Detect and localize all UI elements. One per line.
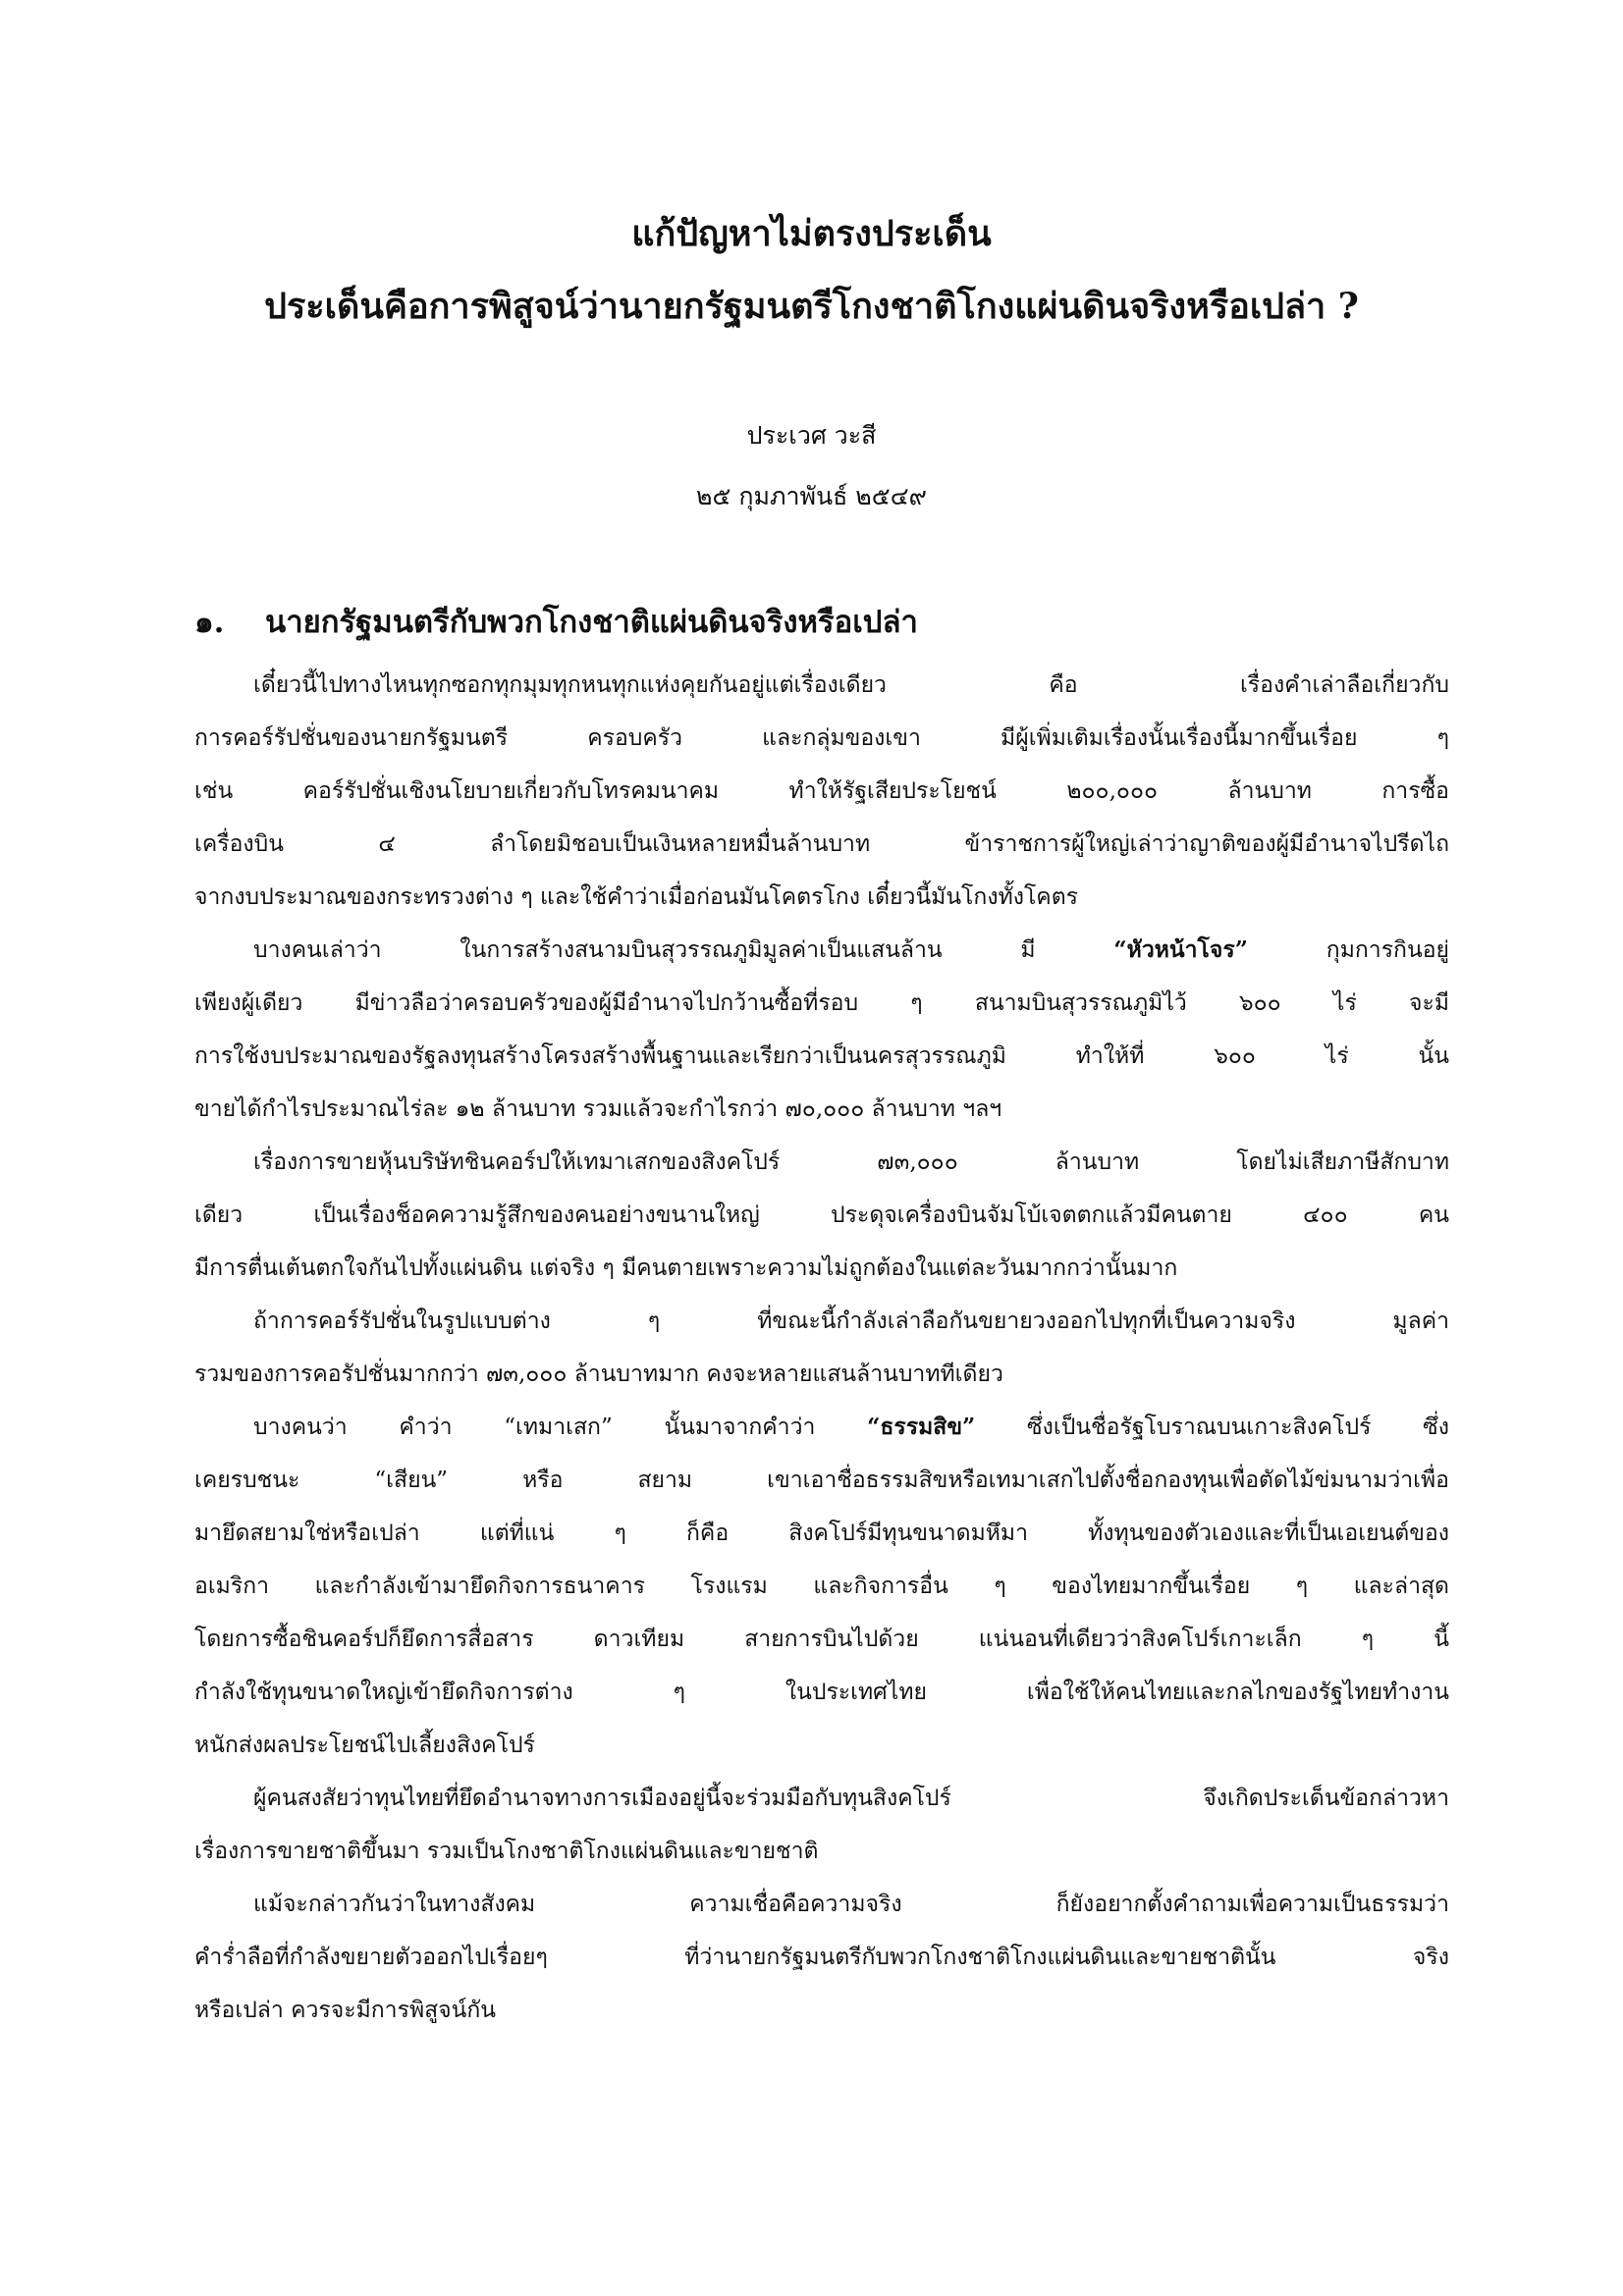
paragraph-line: รวมของการคอรัปชั่นมากกว่า ๗๓,๐๐๐ ล้านบาทมาก คงจะหลายแสนล้านบาททีเดียว [194, 1362, 1003, 1387]
paragraph-line: โดยการซื้อชินคอร์ปก็ยึดการสื่อสาร ดาวเทียม สายการบินไปด้วย แน่นอนที่เดียวว่าสิงคโปร์เกาะเล็ก ๆ นี้ [194, 1627, 1449, 1652]
paragraph-line: หรือเปล่า ควรจะมีการพิสูจน์กัน [194, 1998, 496, 2023]
paragraph-line: เดี๋ยวนี้ไปทางไหนทุกซอกทุกมุมทุกหนทุกแห่งคุยกันอยู่แต่เรื่องเดียว คือ เรื่องคำเล่าลือเกี่ยวกับ [253, 672, 1449, 698]
paragraph-line: แม้จะกล่าวกันว่าในทางสังคม ความเชื่อคือความจริง ก็ยังอยากตั้งคำถามเพื่อความเป็นธรรมว่า [253, 1892, 1449, 1917]
paragraph-line: การคอร์รัปชั่นของนายกรัฐมนตรี ครอบครัว และกลุ่มของเขา มีผู้เพิ่มเติมเรื่องนั้นเรื่องนี้มากขึ้นเรื่อย ๆ [194, 725, 1449, 751]
paragraph-line: คำร่ำลือที่กำลังขยายตัวออกไปเรื่อยๆ ที่ว่านายกรัฐมนตรีกับพวกโกงชาติโกงแผ่นดินและขายชาตินั้น จริง [194, 1945, 1449, 1970]
paragraph-line: อเมริกา และกำลังเข้ามายึดกิจการธนาคาร โรงแรม และกิจการอื่น ๆ ของไทยมากขึ้นเรื่อย ๆ และล่าสุด [194, 1574, 1449, 1599]
paragraph-line: เดียว เป็นเรื่องช็อคความรู้สึกของคนอย่างขนานใหญ่ ประดุจเครื่องบินจัมโบ้เจตตกแล้วมีคนตาย ๔๐๐ คน [194, 1202, 1449, 1228]
paragraph [194, 1401, 1449, 1772]
paragraph [194, 1136, 1449, 1295]
section-number: ๑. [194, 605, 225, 640]
paragraph-line: ถ้าการคอร์รัปชั่นในรูปแบบต่าง ๆ ที่ขณะนี้กำลังเล่าลือกันขยายวงออกไปทุกที่เป็นความจริง มูลค่า [253, 1308, 1449, 1334]
paragraph-line: ขายได้กำไรประมาณไร่ละ ๑๒ ล้านบาท รวมแล้วจะกำไรกว่า ๗๐,๐๐๐ ล้านบาท ฯลฯ [194, 1096, 1002, 1122]
paragraph [194, 659, 1449, 924]
author-name: ประเวศ วะสี [746, 421, 877, 450]
paragraph-line: ผู้คนสงสัยว่าทุนไทยที่ยึดอำนาจทางการเมืองอยู่นี้จะร่วมมือกับทุนสิงคโปร์ จึงเกิดประเด็นข้อกล่าวหา [253, 1786, 1449, 1811]
paragraph [194, 1295, 1449, 1401]
paragraph-line: หนักส่งผลประโยชน์ไปเลี้ยงสิงคโปร์ [194, 1733, 535, 1758]
paragraph-line: เช่น คอร์รัปชั่นเชิงนโยบายเกี่ยวกับโทรคมนาคม ทำให้รัฐเสียประโยชน์ ๒๐๐,๐๐๐ ล้านบาท การซื้อ [194, 778, 1449, 804]
paragraph [194, 924, 1449, 1136]
bold-phrase: “ธรรมสิข” [867, 1414, 976, 1440]
bold-phrase: “หัวหน้าโจร” [1113, 936, 1248, 963]
paragraph-line: กำลังใช้ทุนขนาดใหญ่เข้ายึดกิจการต่าง ๆ ในประเทศไทย เพื่อใช้ให้คนไทยและกลไกของรัฐไทยทำงาน [194, 1680, 1449, 1705]
document-date: ๒๕ กุมภาพันธ์ ๒๕๔๙ [696, 482, 927, 510]
document-body [194, 659, 1449, 2037]
paragraph-line: เรื่องการขายหุ้นบริษัทชินคอร์ปให้เทมาเสกของสิงคโปร์ ๗๓,๐๐๐ ล้านบาท โดยไม่เสียภาษีสักบาท [253, 1149, 1449, 1175]
paragraph-line: เคยรบชนะ “เสียน” หรือ สยาม เขาเอาชื่อธรรมสิขหรือเทมาเสกไปตั้งชื่อกองทุนเพื่อตัดไม้ข่มนามว่าเพื่อ [194, 1468, 1449, 1493]
paragraph [194, 1772, 1449, 1878]
paragraph-line: เรื่องการขายชาติขึ้นมา รวมเป็นโกงชาติโกงแผ่นดินและขายชาติ [194, 1839, 819, 1864]
section-title: นายกรัฐมนตรีกับพวกโกงชาติแผ่นดินจริงหรือเปล่า [265, 605, 918, 640]
section-heading [194, 599, 1471, 646]
document-subtitle: ประเด็นคือการพิสูจน์ว่านายกรัฐมนตรีโกงชาติโกงแผ่นดินจริงหรือเปล่า ? [264, 286, 1359, 327]
paragraph-line: จากงบประมาณของกระทรวงต่าง ๆ และใช้คำว่าเมื่อก่อนมันโคตรโกง เดี๋ยวนี้มันโกงทั้งโคตร [194, 884, 1078, 910]
paragraph-line: บางคนว่า คำว่า “เทมาเสก” นั้นมาจากคำว่า “ธรรมสิข” ซึ่งเป็นชื่อรัฐโบราณบนเกาะสิงคโปร์ ซึ่ง [253, 1414, 1449, 1440]
paragraph-line: เพียงผู้เดียว มีข่าวลือว่าครอบครัวของผู้มีอำนาจไปกว้านซื้อที่รอบ ๆ สนามบินสุวรรณภูมิไว้ ๖๐๐ ไร่ จะมี [194, 990, 1449, 1016]
paragraph-line: มายึดสยามใช่หรือเปล่า แต่ที่แน่ ๆ ก็คือ สิงคโปร์มีทุนขนาดมหึมา ทั้งทุนของตัวเองและที่เป็นเอเยนต์ของ [194, 1521, 1449, 1546]
paragraph-line: มีการตื่นเต้นตกใจกันไปทั้งแผ่นดิน แต่จริง ๆ มีคนตายเพราะความไม่ถูกต้องในแต่ละวันมากกว่านั้นมาก [194, 1255, 1178, 1281]
document-title: แก้ปัญหาไม่ตรงประเด็น [631, 213, 992, 254]
paragraph-line: เครื่องบิน ๔ ลำโดยมิชอบเป็นเงินหลายหมื่นล้านบาท ข้าราชการผู้ใหญ่เล่าว่าญาติของผู้มีอำนาจไปรีดไถ [194, 831, 1449, 857]
paragraph [194, 1878, 1449, 2037]
paragraph-line: การใช้งบประมาณของรัฐลงทุนสร้างโครงสร้างพื้นฐานและเรียกว่าเป็นนครสุวรรณภูมิ ทำให้ที่ ๖๐๐ ไร่ นั้น [194, 1043, 1449, 1069]
paragraph-line: บางคนเล่าว่า ในการสร้างสนามบินสุวรรณภูมิมูลค่าเป็นแสนล้าน มี “หัวหน้าโจร” กุมการกินอยู่ [253, 936, 1449, 963]
